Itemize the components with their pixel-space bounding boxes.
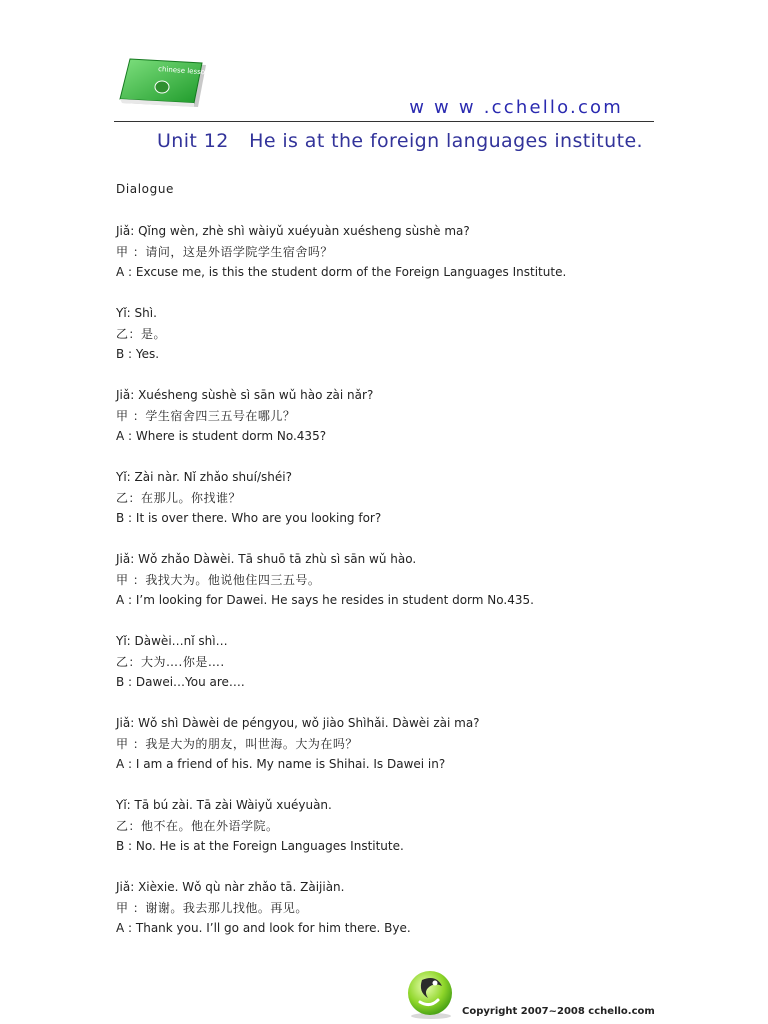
chinese-line: 甲 ：我是大为的朋友，叫世海。大为在吗？ (116, 736, 358, 751)
chinese-line: 乙：是。 (116, 326, 167, 341)
pinyin-line: Jiǎ: Wǒ shì Dàwèi de péngyou, wǒ jiào Shìhǎi. Dàwèi zài ma? (116, 716, 480, 730)
chinese-line: 甲 ：学生宿舍四三五号在哪儿？ (116, 408, 296, 423)
chinese-line: 乙：大为….你是…. (116, 654, 225, 669)
english-line: A : I am a friend of his. My name is Shihai. Is Dawei in? (116, 757, 446, 771)
pinyin-line: Yǐ: Zài nàr. Nǐ zhǎo shuí/shéi? (116, 470, 292, 484)
site-url[interactable]: w w w .cchello.com (409, 97, 623, 118)
pinyin-line: Jiǎ: Wǒ zhǎo Dàwèi. Tā shuō tā zhù sì sān wǔ hào. (116, 552, 417, 566)
pinyin-line: Jiǎ: Xièxie. Wǒ qù nàr zhǎo tā. Zàijiàn. (116, 880, 345, 894)
logo-text-chinese: chinese lesson (157, 65, 210, 77)
dialogue-exchange (116, 221, 676, 283)
dialogue-list (116, 221, 676, 959)
dialogue-exchange (116, 303, 676, 365)
pinyin-line: Yǐ: Tā bú zài. Tā zài Wàiyǔ xuéyuàn. (116, 798, 332, 812)
dialogue-exchange (116, 385, 676, 447)
pinyin-line: Jiǎ: Xuésheng sùshè sì sān wǔ hào zài nǎr? (116, 388, 374, 402)
section-label-dialogue: Dialogue (116, 182, 175, 196)
dialogue-exchange (116, 795, 676, 857)
english-line: A : Excuse me, is this the student dorm of the Foreign Languages Institute. (116, 265, 567, 279)
english-line: B : No. He is at the Foreign Languages Institute. (116, 839, 404, 853)
dialogue-exchange (116, 467, 676, 529)
english-line: B : Yes. (116, 347, 160, 361)
unit-title (157, 130, 643, 152)
header-divider (114, 121, 654, 122)
chinese-line: 甲 ：谢谢。我去那儿找他。再见。 (116, 900, 308, 915)
english-line: A : I’m looking for Dawei. He says he resides in student dorm No.435. (116, 593, 534, 607)
chinese-line: 乙：在那儿。你找谁？ (116, 490, 242, 505)
chinese-line: 甲 ：我找大为。他说他住四三五号。 (116, 572, 321, 587)
english-line: A : Where is student dorm No.435? (116, 429, 327, 443)
dialogue-exchange (116, 549, 676, 611)
english-line: B : It is over there. Who are you looking for? (116, 511, 382, 525)
pinyin-line: Yǐ: Shì. (116, 306, 157, 320)
dialogue-exchange (116, 713, 676, 775)
dialogue-exchange (116, 877, 676, 939)
book-logo (118, 57, 210, 113)
pinyin-line: Jiǎ: Qǐng wèn, zhè shì wàiyǔ xuéyuàn xuésheng sùshè ma? (116, 224, 470, 238)
pinyin-line: Yǐ: Dàwèi…nǐ shì… (116, 634, 228, 648)
chinese-line: 甲 ：请问，这是外语学院学生宿舍吗？ (116, 244, 333, 259)
unit-number: Unit 12 (157, 130, 229, 152)
english-line: A : Thank you. I’ll go and look for him there. Bye. (116, 921, 411, 935)
copyright-notice: Copyright 2007~2008 cchello.com (462, 1006, 655, 1017)
chinese-line: 乙：他不在。他在外语学院。 (116, 818, 279, 833)
cchello-orb-logo (402, 966, 460, 1020)
english-line: B : Dawei…You are…. (116, 675, 245, 689)
unit-subtitle: He is at the foreign languages institute. (249, 130, 643, 152)
dialogue-exchange (116, 631, 676, 693)
